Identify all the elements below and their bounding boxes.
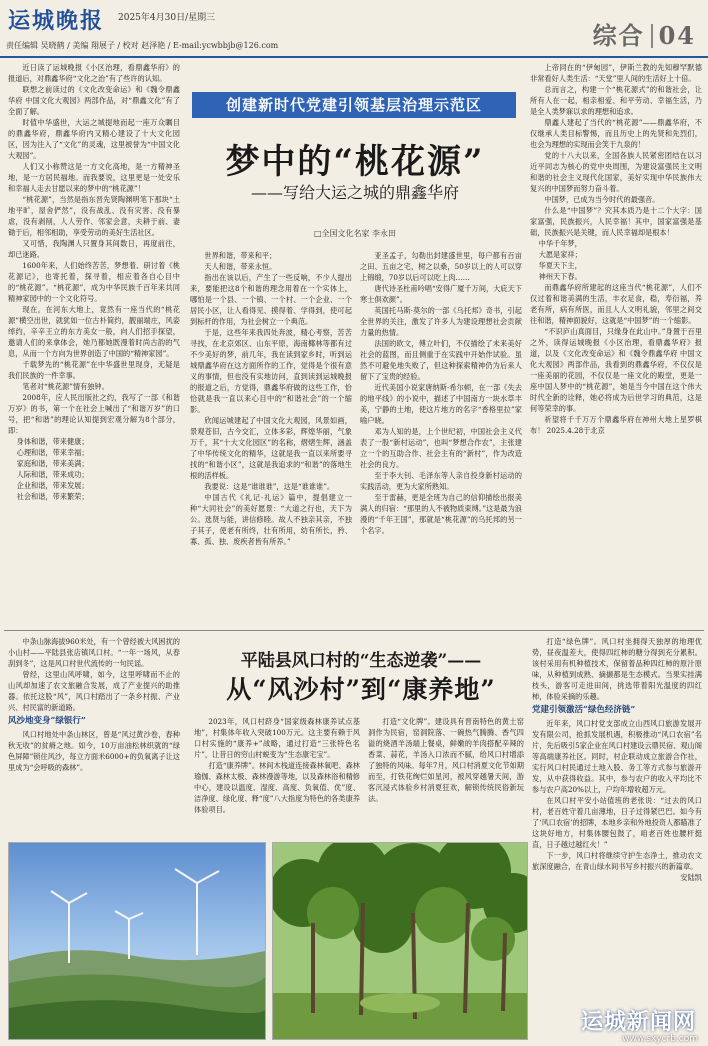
article-paragraph: 英国托马斯·莫尔的一部《乌托邦》奇书，引起全世界的关注，激发了许多人为建设理想社会贡献力量的热情。 xyxy=(360,306,522,337)
photo-forest xyxy=(272,842,528,1040)
article-paragraph: 曾经，这里山风呼啸，如今，这里呼啸而不止的山风却加速了农文旅融合发展，成了产业提兴的助推器。依托这股“风”，风口村踏出了一条乡村振、产业兴、村民富的新道路。 xyxy=(8,670,180,712)
article-paragraph: “桃花源”，当然是指东晋先贤陶渊明笔下那块“土地平旷，屋舍俨然”，没有战乱、没有灾害、没有暴虐，没有剥削，人人劳作、邻家会意，夫耕于前、妻锄于后，相邻相助，享受劳动的美好生活社区。 xyxy=(8,195,180,237)
article-paragraph: 法国的欧文，傅立叶们，不仅描绘了未来美好社会的蓝图，而且侧重于在实践中开始作试验。虽然不可避免地失败了，但这种探索精神仍为后来人留下了宝贵的经验。 xyxy=(360,339,522,381)
subheading: 风沙地变身“绿银行” xyxy=(8,716,86,726)
article2-title: 从“风沙村”到“康养地” xyxy=(226,675,496,704)
article-title: 梦中的“桃花源” xyxy=(225,142,485,182)
article-paragraph: 近年来，风口村党支部成立山西风口旅游发展开发有限公司，抢抓发展机遇，积极推动“风口农宿”名片，先后吸引5家企业在风口村建设云鼎民宿、观山阁等高端康养社区。同时，村企联动成立旅游合作社，实行风口村民通过土地入股、务工等方式参与旅游开发，从中获得收益。其中，参与农户的收入平均比不参与农户高20%以上，户均年增收超万元。 xyxy=(532,719,702,794)
article-paragraph: 祈望将千千万万个鼎鑫华府在神州大地上星罗棋布！ 2025.4.28于北京 xyxy=(530,415,702,435)
article-paragraph: 风口村地处中条山林区，曾是“风过黄沙卷，春种秋无收”的贫瘠之地。如今，10万亩油松林织就的“绿色屏障”锁住风沙，每立方面米6000+的负氧离子让这里成为“会呼吸的森林”。 xyxy=(8,730,180,772)
article2-column-left xyxy=(8,636,180,814)
poem-line: 家庭和谐，带来美满； xyxy=(16,459,89,468)
poem-line: 身体和谐，带来健康； xyxy=(16,437,89,446)
photo-wind-turbines xyxy=(8,842,266,1040)
article-paragraph: 指出在该以后，产生了一些反响，不少人提出来，要能把这8个和谐的理念用着在一个实体上，哪怕是一个县、一个镇、一个村、一个企业、一个居民小区，让人看得见、摸得着、学得到，使可起到标杆的作用，为社会树立一个典范。 xyxy=(190,273,352,326)
section-name: 综合 xyxy=(592,21,645,50)
article-paragraph: 亚圣孟子，勾勒出封建盛世里，每户都有百亩之田、五亩之宅，树之以桑，50岁以上的人可以穿上锦缎，70岁以后可以吃上肉…… xyxy=(360,251,522,282)
article1-column-3 xyxy=(360,250,522,624)
article-paragraph: 而鼎鑫华府所建起的这座当代“桃花源”，人们不仅过着和谐美满的生活，丰衣足食，稳，寿衍福，养老有所，病有所医，而且人人文明礼貌，邻里之间交往和谐，精神面貌好，这就是“中国梦”的一个缩影。 xyxy=(530,283,702,325)
article2-column-right xyxy=(532,636,702,1036)
article-paragraph: 近代美国小说家唐纳斯·希尔顿，在一部《失去的地平线》的小说中，描述了中国南方一块水草丰美，宁静的土地，使这片地方的名字“香格里拉”家喻户晓。 xyxy=(360,383,522,425)
article-paragraph: 世界和谐，带来和平； xyxy=(204,251,277,260)
article-byline: □全国文化名家 李永田 xyxy=(313,229,397,238)
article-paragraph: 人们又小称赞这是一方文化高地，是一方精神圣地，是一方居民福地。而我要说，这里更是一处安乐和幸福人走去甘愿以来的梦中的“桃花源”！ xyxy=(8,162,180,193)
watermark-site-name: 运城新闻网 xyxy=(580,1010,696,1035)
wind-turbines-illustration xyxy=(9,843,265,1039)
article-paragraph: 打造“康养牌”。林间木栈道连接森林氧吧、森林瑜伽、森林太极、森林漫游等地，以及森林浴和精修中心，建设以温度、湿度、高度、负氧值、优”度、洁净度、绿化度、释“度”八大指度为特色的各类康养体验项目。 xyxy=(194,761,360,814)
poem-line: 人际和谐，带来成功； xyxy=(16,470,89,479)
newspaper-logo: 运城晚报 xyxy=(8,8,105,34)
editor-name: 安陆凯 xyxy=(680,873,702,882)
article-paragraph: 时值中华盛世，大运之城提地而起一座万众瞩目的鼎鑫华府，鼎鑫华府内又精心建设了十大文化园区，因为注入了“文化”的灵魂，这里被誉为“中国文化大观园”。 xyxy=(8,118,180,160)
section-header xyxy=(593,16,696,51)
article-paragraph: 笔者对“桃花源”情有独钟。 xyxy=(22,382,109,391)
poem-line: 心理和谐，带来幸福； xyxy=(16,448,89,457)
article-paragraph: 中条山脉海拔960米处，有一个曾经被大风困扰的小山村——平陆县张店镇风口村。“一年一场风，从春刮到冬”，这是风口村世代流传的一句民谣。 xyxy=(8,637,180,668)
article-paragraph: 欣闻运城建起了中国文化大观园，风景如画，景观苍旧，古今交汇，立体多彩，辉煌华丽，气象万千，其“十大文化园区”的名称，熠熠生辉，涵盖了中华传统文化的精华，这就是我一直以来所要寻找的“和谐小区”，这就是我追求的“和谐”的落地生根的活样板。 xyxy=(190,416,352,480)
article-paragraph: 打造“绿色牌”。风口村坐拥得天独厚的地理优势，昼夜温差大，使得四红柿的糖分得到充分累积。该村采用有机种植技术，保留着品种四红柿的原汁原味，从种植到成熟、摘撷都是生态模式。当果实挂满枝头，游客可走进田间，挑选带着阳光温度的四红柿，体验采摘的乐趣。 xyxy=(532,637,702,701)
masthead xyxy=(0,0,708,58)
article-paragraph: 打造“文化牌”。建设具有晋南特色的黄土窑洞作为民宿，窑洞院落、一碗热气腾腾、香气四溢的烧酒羊汤端上餐桌，鲜嫩的羊肉搭配辛辣的香菜、蒜花，羊汤入口浓而不腻，给风口村增添了独特的风味。每年7月，风口村消夏文化节如期而至，打铁花绚烂如星河，被风穿越暑天间，游客沉浸式体验乡村消夏狂欢，解锁传统民俗新玩法。 xyxy=(368,717,524,803)
article-paragraph: 现在，在河东大地上，竟然有一座当代的“桃花源”横空出世，就犹如一位古朴简约，靓丽端庄，风姿绰约，辛辛王立的东方美女一般，向人们招手探望，邀请人们的来拿体会，她乃都她既漫着时尚古韵的气息，从而一个方向为世界创造了中国的“精神家园”。 xyxy=(8,305,180,358)
article-paragraph: 至于李大钊、毛泽东等人亲自投身新村运动的实践活动，更为大家所熟知。 xyxy=(360,471,522,491)
article-paragraph: 邓为人知的是，上个世纪初，中国社会主义代表了一股“新村运动”，也叫“梦想合作农”，主张建立一个的互助合作、社会主有的“新村”，作为改造社会的良方。 xyxy=(360,427,522,469)
article-paragraph: 至于雷赫，更是全班为自己的信仰描绘出报美满人的归宿：“那里的人不被物质束缚。”这是最为浪漫的“千年王国”，那就是“桃花源”的乌托邦的另一个名字。 xyxy=(360,493,522,535)
article-paragraph: 中国梦，已成为当今时代的最强音。 xyxy=(544,195,660,204)
article-paragraph: 2008年，应人民出版社之约，我写了一部《和谐万岁》的书，第一个在社会上喊出了“和谐万岁”的口号，把“和谐”的理论认知提到宏观分解为8个部分，即： xyxy=(8,393,180,435)
poem-line: 大愿是家祥； xyxy=(538,250,582,259)
article-paragraph: 于是，这些年来我四处奔波，精心考察，苦苦寻找，在北京郊区、山东平原，海南椰林等都有过不少美好的梦，前几年，我在读到家乡时，听到运城鼎鑫华府在这方面所作的工作，觉得是个很有意义的事情，但也没有实地访问，直到读到运城晚报的报道之后，方觉得，鼎鑫华府做的这些工作，恰恰就是我一直以来心目中的“和谐社会”的一个缩影。 xyxy=(190,328,352,414)
article-paragraph: 中国古代《礼记·礼运》篇中，提倡建立一种“大同社会”的美好愿景：“大道之行也，天下为公。选贤与能，讲信修睦。故人不独亲其亲，不独子其子，使老有所终，壮有所用，幼有所长，矜、寡、孤、独、废疾者皆有所养。” xyxy=(190,493,352,546)
article-paragraph: 总而言之，构建一个“桃花源式”的和谐社会，让所有人在一起，相亲相爱、和平劳动、幸福生活，乃是全人类梦寐以求的理想和追求。 xyxy=(530,85,702,116)
section-divider xyxy=(651,24,653,48)
article-paragraph: 2023年，风口村跻身“国家级森林康养试点基地”，村集体年收入突破100万元。这主要有赖于风口村实施的“康养+”战略，通过打造“三张特色名片”，让昔日的穷山村蜕变为“生态康宅宝”。 xyxy=(194,717,360,759)
poem-line: 华夏天下主， xyxy=(538,261,582,270)
article-paragraph: “不识庐山真面目，只缘身在此山中。”身置于百里之外，读得运城晚报《小区治理，看鼎鑫华府》报道，以及《文化改变命运》和《魏令鼎鑫华府 中国文化大观园》两部作品，我看到的鼎鑫华府，不仅仅是一座美丽的花园，不仅仅是一座文化的殿堂，更是一座中国人梦中的“桃花源”，她是当今中国在这个伟大时代全新的诠释，她必将成为后世学习的典范，这是何等荣幸的事。 xyxy=(530,327,702,413)
article-paragraph: 1600年来，人们始终苦苦，梦想着、研讨着《桃花源记》，也寄托着，探寻着，相应着各自心目中的“桃花源”。“桃花源”，成为中华民族千百年来共同精神家园中的一个文化符号。 xyxy=(8,261,180,303)
article-paragraph: 下一步，风口村将继续守护生态净土，推动农文旅深度融合，在青山绿水间书写乡村振兴的新篇章。 xyxy=(532,851,702,871)
section-divider-line xyxy=(4,630,704,631)
article2-column-middle-1 xyxy=(194,716,360,838)
page-number: 04 xyxy=(658,21,696,50)
poem-line: 中华千年梦， xyxy=(538,239,582,248)
article-banner: 创建新时代党建引领基层治理示范区 xyxy=(192,92,516,118)
article-paragraph: 鼎鑫人建起了当代的“桃花源”——鼎鑫华府，不仅继承人类目标警惕，而且历史上的先贤和先烈们，也会为理想的实现而会笑于九泉的！ xyxy=(530,118,702,149)
article-paragraph: 我要说：这是“谁谁谁”，这是“谁谁谁”。 xyxy=(204,482,335,491)
article1-column-1 xyxy=(8,62,180,624)
article-paragraph: 近日读了运城晚报《小区治理，看鼎鑫华府》的报道后，对鼎鑫华府“文化之治”有了些许的认知。 xyxy=(8,63,180,83)
article-subtitle: ——写给大运之城的鼎鑫华府 xyxy=(250,183,459,202)
article-paragraph: 联想之前读过的《文化改变命运》和《魏令鼎鑫华府 中国文化大观园》两部作品，对“鼎鑫文化”有了全面了解。 xyxy=(8,85,180,116)
article2-kicker: 平陆县风口村的“生态逆袭”—— xyxy=(240,651,482,671)
article-paragraph: 党的十八大以来，全国各族人民紧密团结在以习近平同志为核心的党中央周围，为建设富强民主文明和谐的社会主义现代化国家，美好实现中华民族伟大复兴的中国梦而努力奋斗着。 xyxy=(530,151,702,193)
article-paragraph: 什么是“中国梦”？究其本质乃是十二个大字：国家富强，民族振兴，人民幸福！其中，国家富强是基础，民族振兴是关键，而人民幸福却是根本！ xyxy=(530,206,702,237)
article-paragraph: 千载梦先的“桃花源”在中华盛世里现身，无疑是我们民族的一件幸事。 xyxy=(8,360,180,380)
poem-line: 社会和谐，带来繁荣； xyxy=(16,492,89,501)
article-paragraph: 唐代诗圣杜甫吟唱“安得广厦千万间，大庇天下寒士俱欢颜”。 xyxy=(360,284,522,304)
article-paragraph: 天人和谐，带来永恒。 xyxy=(204,262,277,271)
issue-date: 2025年4月30日/星期三 xyxy=(118,13,216,23)
article-paragraph: 在风口村平安小站值班的老张说：“过去的风口村，老百姓守着几亩薄地，日子过得紧巴巴。如今有了‘风口农宿’的招牌，本地乡亲和外地投资人都瞄准了这块好地方，村集体腰包鼓了，咱老百姓也腰杆挺直，日子越过越红火！” xyxy=(532,796,702,849)
article2-column-middle-2 xyxy=(368,716,524,838)
poem-line: 企业和谐，带来发展； xyxy=(16,481,89,490)
article1-column-2 xyxy=(190,250,352,624)
poem-line: 神州天下春。 xyxy=(538,272,582,281)
article-paragraph: 上帝同在的“伊甸园”，伊斯兰教的先知穆罕默德非常看好人类生活：“天堂”里人间的生活好上十倍。 xyxy=(530,63,702,83)
article-paragraph: 又可惜，我陶渊人只置身其间数日，再度前往，却已迷路。 xyxy=(8,239,180,259)
watermark-url: www.sxycrb.com xyxy=(622,1034,698,1044)
article1-column-4 xyxy=(530,62,702,624)
subheading: 党建引领激活“绿色经济链” xyxy=(532,705,636,715)
staff-credits: 责任编辑 吴晓鹤 / 美编 翔展子 / 校对 赵泽艳 / E-mail:ycwbbjb@126.com xyxy=(6,41,279,50)
forest-illustration xyxy=(273,843,527,1039)
